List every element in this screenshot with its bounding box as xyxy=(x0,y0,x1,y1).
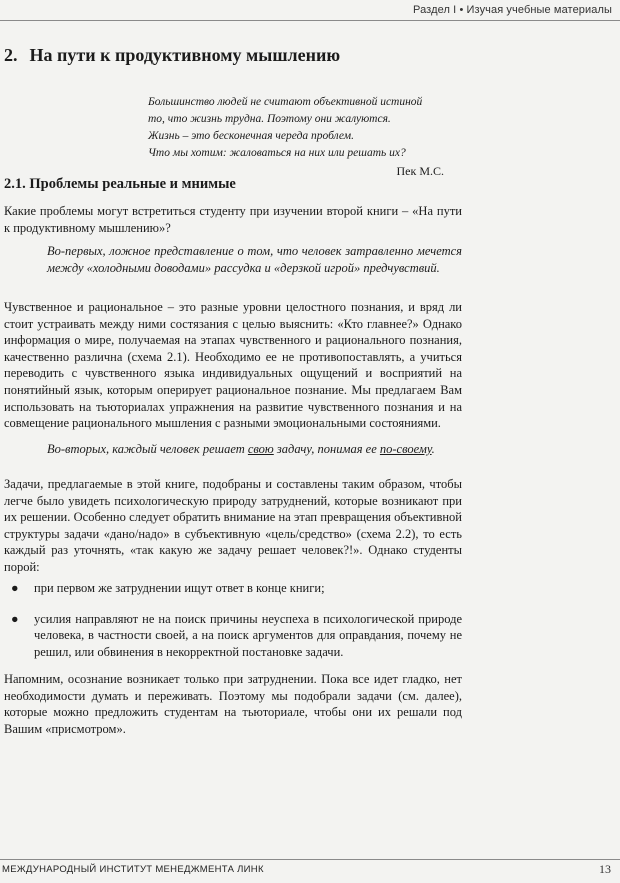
list-item xyxy=(4,611,462,661)
footer-rule xyxy=(0,859,620,860)
chapter-title xyxy=(4,45,340,66)
quote-second-underlined: по-своему xyxy=(379,442,432,456)
section-title: 2.1. Проблемы реальные и мнимые xyxy=(4,176,236,192)
epigraph xyxy=(148,94,444,180)
footer-publisher: МЕЖДУНАРОДНЫЙ ИНСТИТУТ МЕНЕДЖМЕНТА ЛИНК xyxy=(2,864,264,875)
quote-second-underlined: свою xyxy=(247,442,274,456)
quote-second-part: Во-вторых, каждый человек решает xyxy=(47,442,248,456)
quote-first: Во-первых, ложное представление о том, что человек затравленно мечется между «холодными доводами» рассудка и «дерзкой игрой» предчувствий. xyxy=(47,244,462,275)
running-head: Раздел I • Изучая учебные материалы xyxy=(413,4,612,16)
list-item-text: усилия направляют не на поиск причины неуспеха в психологической природе человека, в частности своей, а на поиск аргументов для оправдания, почему не решил, или обвинения в некорректной постановке задачи. xyxy=(34,611,462,659)
header-rule xyxy=(0,20,620,21)
bullet-icon: ● xyxy=(11,581,19,595)
epigraph-line: то, что жизнь трудна. Поэтому они жалуются. xyxy=(148,113,391,125)
epigraph-line: Большинство людей не считают объективной истиной xyxy=(148,96,423,108)
quote-second-part: задачу, понимая ее xyxy=(273,442,380,456)
bullet-list xyxy=(4,580,462,660)
list-item-text: при первом же затруднении ищут ответ в конце книги; xyxy=(34,581,325,595)
page-number: 13 xyxy=(599,862,611,876)
chapter-number: 2. xyxy=(4,45,18,65)
paragraph-intro: Какие проблемы могут встретиться студенту при изучении второй книги – «На пути к продуктивному мышлению»? xyxy=(4,204,462,235)
list-item xyxy=(4,580,462,597)
quote-second-part: . xyxy=(431,442,435,456)
paragraph-conclusion: Напомним, осознание возникает только при затруднении. Пока все идет гладко, нет необходимости думать и переживать. Поэтому мы подобрали задачи (см. далее), которые можно предложить студентам на тьюториале, чтобы они их решали под Вашим «присмотром». xyxy=(4,672,462,736)
paragraph-cognition: Чувственное и рациональное – это разные уровни целостного познания, и вряд ли стоит устраивать между ними состязания с целью выяснить: «Кто главнее?» Однако информация о мире, получаемая на этапах чувственного и рационального познания, качественно различна (схема 2.1). Необходимо ее не противопоставлять, а учиться переводить с чувственного языка индивидуальных ощущений и восприятий на понятийный язык, которым оперирует рациональное познание. Мы предлагаем Вам использовать на тьюториалах упражнения на развитие чувственного познания и на совмещение рационального мышления с разными эмоциональными состояниями. xyxy=(4,300,462,431)
quote-second xyxy=(47,441,462,458)
bullet-icon: ● xyxy=(11,611,19,626)
paragraph-tasks: Задачи, предлагаемые в этой книге, подобраны и составлены таким образом, чтобы легче было увидеть психологическую природу затруднений, которые возникают при их решении. Особенно следует обратить внимание на этап превращения объективной структуры задачи «дано/надо» в субъективную «цель/средство» (схема 2.2), то есть каждый раз уточнять, «так какую же задачу решает человек?!». Однако студенты порой: xyxy=(4,477,462,574)
epigraph-line: Жизнь – это бесконечная череда проблем. xyxy=(148,130,354,142)
chapter-title-text: На пути к продуктивному мышлению xyxy=(29,45,341,65)
epigraph-line: Что мы хотим: жаловаться на них или решать их? xyxy=(148,147,406,159)
epigraph-author: Пек М.С. xyxy=(396,164,444,178)
